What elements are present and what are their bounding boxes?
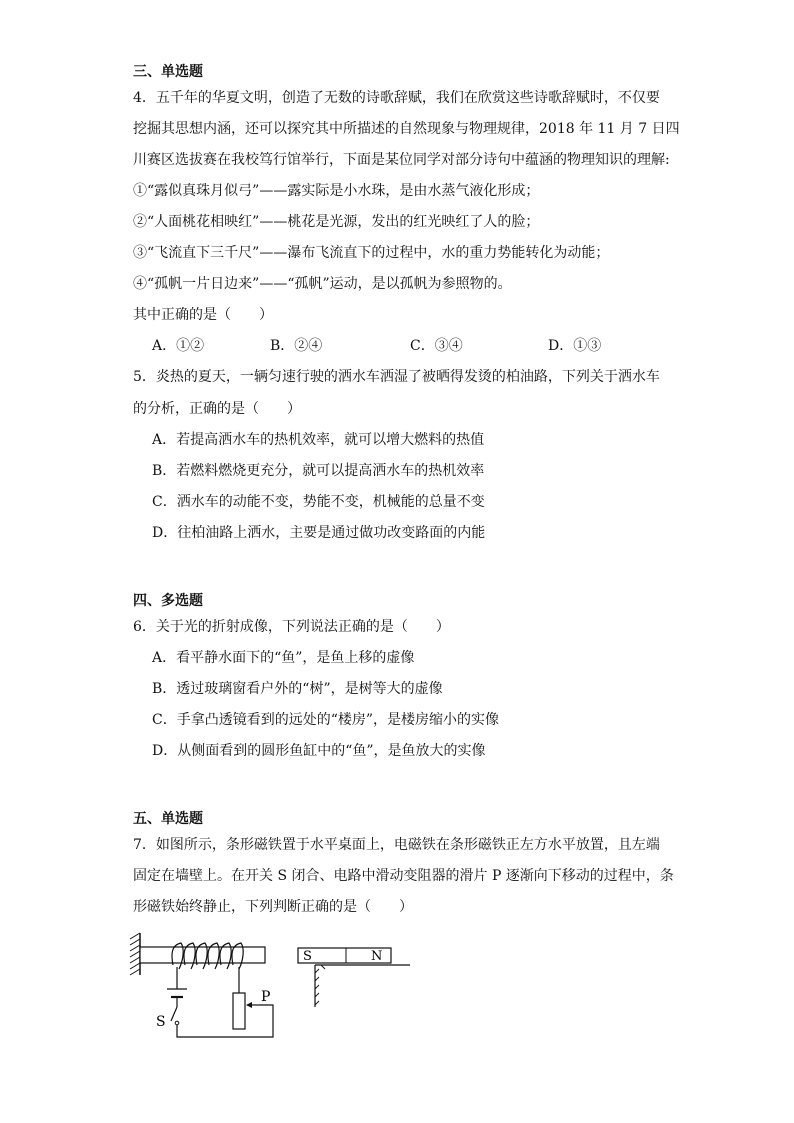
q4-line-7: ④“孤帆一片日边来”——“孤帆”运动，是以孤帆为参照物的。 xyxy=(133,276,512,292)
q7-line-2: 固定在墙壁上。在开关 S 闭合、电路中滑动变阻器的滑片 P 逐渐向下移动的过程中，条 xyxy=(133,868,674,884)
q5-line-2: 的分析，正确的是（ ） xyxy=(133,401,301,417)
wall-hatching xyxy=(130,933,140,975)
q4-line-3: 川赛区选拔赛在我校笃行馆举行，下面是某位同学对部分诗句中蕴涵的物理知识的理解: xyxy=(133,152,670,168)
section-heading-5: 五、单选题 xyxy=(133,811,203,827)
q7-line-1: 7．如图所示，条形磁铁置于水平桌面上，电磁铁在条形磁铁正左方水平放置，且左端 xyxy=(133,837,660,853)
electromagnet-figure xyxy=(125,925,425,1045)
rheostat-body xyxy=(233,993,245,1029)
q6-line-1: 6．关于光的折射成像，下列说法正确的是（ ） xyxy=(133,619,450,635)
q5-line-1: 5．炎热的夏天，一辆匀速行驶的洒水车洒湿了被晒得发烫的柏油路，下列关于洒水车 xyxy=(133,369,660,385)
slider-p-arrowhead xyxy=(246,1002,252,1008)
q4-option-a[interactable]: A．①② xyxy=(152,338,205,354)
q4-option-d[interactable]: D．①③ xyxy=(548,338,602,354)
q5-option-c[interactable]: C．洒水车的动能不变，势能不变，机械能的总量不变 xyxy=(152,494,485,510)
switch-contact xyxy=(175,1021,179,1025)
q6-option-d[interactable]: D．从侧面看到的圆形鱼缸中的“鱼”，是鱼放大的实像 xyxy=(152,743,486,759)
q6-option-a[interactable]: A．看平静水面下的“鱼”，是鱼上移的虚像 xyxy=(152,650,415,666)
switch-blade xyxy=(171,1007,177,1021)
q4-line-2: 挖掘其思想内涵，还可以探究其中所描述的自然现象与物理规律，2018 年 11 月 7 日四 xyxy=(133,121,680,137)
table-hatching xyxy=(315,965,325,1005)
q4-option-b[interactable]: B．②④ xyxy=(270,338,323,354)
bar-magnet-s-label: S xyxy=(303,949,312,964)
section-heading-4: 四、多选题 xyxy=(133,593,203,609)
electromagnet-core xyxy=(140,947,265,963)
q7-line-3: 形磁铁始终静止，下列判断正确的是（ ） xyxy=(133,899,413,915)
q4-option-c[interactable]: C．③④ xyxy=(410,338,463,354)
q4-line-1: 4．五千年的华夏文明，创造了无数的诗歌辞赋，我们在欣赏这些诗歌辞赋时，不仅要 xyxy=(133,90,660,106)
circuit-wires xyxy=(177,967,273,1037)
q4-line-8: 其中正确的是（ ） xyxy=(133,307,273,323)
q6-option-b[interactable]: B．透过玻璃窗看户外的“树”，是树等大的虚像 xyxy=(152,681,443,697)
q4-line-5: ②“人面桃花相映红”——桃花是光源，发出的红光映红了人的脸； xyxy=(133,214,540,230)
bar-magnet-n-label: N xyxy=(371,949,383,964)
q4-line-6: ③“飞流直下三千尺”——瀑布飞流直下的过程中，水的重力势能转化为动能； xyxy=(133,245,610,261)
q5-option-a[interactable]: A．若提高洒水车的热机效率，就可以增大燃料的热值 xyxy=(152,432,485,448)
q5-option-d[interactable]: D．往柏油路上洒水，主要是通过做功改变路面的内能 xyxy=(152,525,486,541)
section-heading-3: 三、单选题 xyxy=(133,64,203,80)
q5-option-b[interactable]: B．若燃料燃烧更充分，就可以提高洒水车的热机效率 xyxy=(152,463,485,479)
slider-p-label: P xyxy=(261,989,271,1005)
switch-label: S xyxy=(156,1014,166,1030)
q4-line-4: ①“露似真珠月似弓”——露实际是小水珠，是由水蒸气液化形成； xyxy=(133,183,540,199)
q6-option-c[interactable]: C．手拿凸透镜看到的远处的“楼房”，是楼房缩小的实像 xyxy=(152,712,500,728)
